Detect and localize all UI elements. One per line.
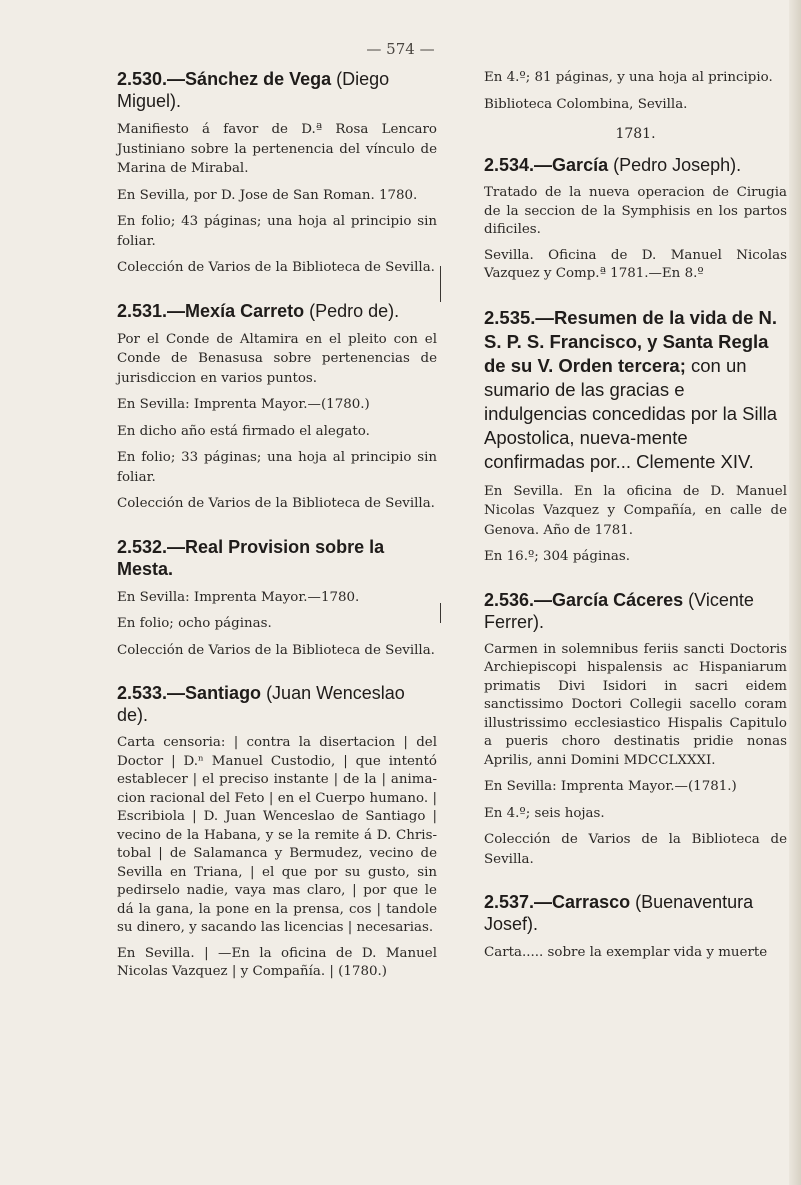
entry-title: Carta..... sobre la exemplar vida y muerte (484, 945, 768, 960)
entry-heading (484, 891, 787, 935)
entry-number: 2.536.— (484, 589, 553, 610)
entry-heading (117, 300, 437, 322)
entry-location: Colección de Varios de la Biblioteca de Sevilla. (117, 260, 435, 275)
entry-number: 2.533.— (117, 683, 186, 703)
entry-location: Biblioteca Colombina, Sevilla. (484, 96, 688, 112)
entry-heading (117, 682, 437, 726)
entry-heading (484, 154, 787, 176)
margin-rule (440, 266, 441, 302)
entry-author: Mexía Carreto (185, 300, 305, 321)
right-column (484, 68, 787, 985)
entry-number: 2.535.— (484, 306, 554, 328)
entry-author-rest: (Pedro Joseph). (608, 155, 742, 175)
entry-2534 (484, 154, 787, 284)
entry-2537 (484, 891, 787, 963)
entry-format: En folio; 43 páginas; una hoja al principio sin foliar. (117, 214, 437, 249)
entry-imprint: En Sevilla, por D. Jose de San Roman. 1780. (117, 187, 418, 203)
left-column (117, 68, 437, 1004)
entry-format: En 16.º; 304 páginas. (484, 549, 630, 564)
entry-title-lead: Resumen de la vida de N. S. P. S. Francisco, y Santa Regla de su V. Orden tercera; (484, 306, 778, 376)
entry-author: Carrasco (552, 892, 631, 912)
entry-heading (484, 589, 787, 633)
entry-number: 2.530.— (117, 69, 186, 89)
entry-format: En 4.º; seis hojas. (484, 805, 605, 821)
entry-heading (117, 68, 437, 112)
entry-format: En 4.º; 81 páginas, y una hoja al principio. (484, 70, 773, 85)
entry-heading (117, 536, 437, 580)
entry-author-rest: (Diego Miguel). (117, 69, 390, 111)
page-edge-shadow (789, 0, 801, 1185)
entry-2535 (484, 306, 787, 567)
entry-2533-continued (484, 68, 787, 142)
entry-author: García Cáceres (552, 589, 684, 610)
entry-imprint: En Sevilla: Imprenta Mayor.—(1780.) (117, 397, 370, 412)
entry-title: Tratado de la nueva operacion de Cirugia de la seccion de la Symphisis en los partos dificiles. (484, 185, 787, 237)
entry-location: Colección de Varios de la Biblioteca de Sevilla. (484, 832, 787, 867)
entry-author: García (552, 155, 609, 175)
entry-imprint: Sevilla. Oficina de D. Manuel Nicolas Vazquez y Comp.ª 1781.—En 8.º (484, 247, 787, 281)
entry-author-rest: (Buenaventura Josef). (484, 892, 754, 934)
entry-2530 (117, 68, 437, 278)
entry-title: Manifiesto á favor de D.ª Rosa Lencaro Justiniano sobre la pertenencia del vínculo de Marina de Mirabal. (117, 122, 437, 176)
entry-number: 2.534.— (484, 155, 553, 175)
entry-author-rest: (Pedro de). (304, 300, 400, 321)
entry-heading (484, 306, 787, 474)
entry-note: En dicho año está firmado el alegato. (117, 423, 370, 439)
entry-author: Santiago (185, 683, 262, 703)
entry-2532 (117, 536, 437, 661)
entry-2536 (484, 589, 787, 870)
page-number: — 574 — (366, 40, 435, 58)
entry-title: Carta censoria: | contra la disertacion | del Doctor | D.ⁿ Manuel Custodio, | que intentó establecer | el preciso instante | de la | anima-cion racional del Feto | en el Cuerpo humano. | Escribiola | D. Juan Wenceslao de Santiago | vecino de la Habana, y se la remite á D. Chris-tobal | de Salamanca y Bermudez, vecino de Sevilla en Triana, | el que por su gusto, sin pedirselo nadie, vaya mas claro, | por que le dá la gana, la pone en la prensa, cos | tandole su dinero, y sacando las licencias | necesarias. (117, 735, 437, 935)
entry-title-rest: con un sumario de las gracias e indulgencias concedidas por la Silla Apostolica, nueva-mente confirmadas por... Clemente XIV. (484, 354, 778, 472)
year-heading: 1781. (615, 126, 656, 142)
entry-imprint: En Sevilla: Imprenta Mayor.—(1781.) (484, 779, 737, 794)
entry-2533 (117, 682, 437, 982)
entry-author: Real Provision sobre la Mesta. (117, 536, 385, 579)
entry-number: 2.531.— (117, 300, 186, 321)
entry-2531 (117, 300, 437, 514)
entry-number: 2.537.— (484, 892, 553, 912)
entry-author-rest: (Vicente Ferrer). (484, 589, 754, 632)
entry-author-rest: (Juan Wenceslao de). (117, 683, 405, 725)
entry-imprint: En Sevilla. | —En la oficina de D. Manuel Nicolas Vazquez | y Compañía. | (1780.) (117, 945, 437, 979)
entry-imprint: En Sevilla. En la oficina de D. Manuel Nicolas Vazquez y Compañía, en calle de Genova. Año de 1781. (484, 483, 787, 538)
entry-title: Por el Conde de Altamira en el pleito con el Conde de Benasusa sobre pertenencias de jurisdiccion en varios puntos. (117, 331, 437, 386)
entry-location: Colección de Varios de la Biblioteca de Sevilla. (117, 496, 435, 511)
entry-location: Colección de Varios de la Biblioteca de Sevilla. (117, 642, 435, 658)
margin-rule (440, 603, 441, 623)
entry-format: En folio; ocho páginas. (117, 616, 272, 631)
entry-imprint: En Sevilla: Imprenta Mayor.—1780. (117, 589, 360, 605)
entry-format: En folio; 33 páginas; una hoja al principio sin foliar. (117, 450, 437, 485)
entry-number: 2.532.— (117, 536, 186, 557)
entry-author: Sánchez de Vega (185, 69, 332, 89)
entry-title: Carmen in solemnibus feriis sancti Doctoris Archiepiscopi hispalensis ac Hispaniarum primatis Divi Isidori in sacri eidem sanctissimo Doctori Collegii sacello coram illustrissimo ecclesiastico Hispalis Capitulo a pueris choro destinatis pridie nonas Aprilis, anni Domini MDCCLXXXI. (484, 641, 787, 768)
